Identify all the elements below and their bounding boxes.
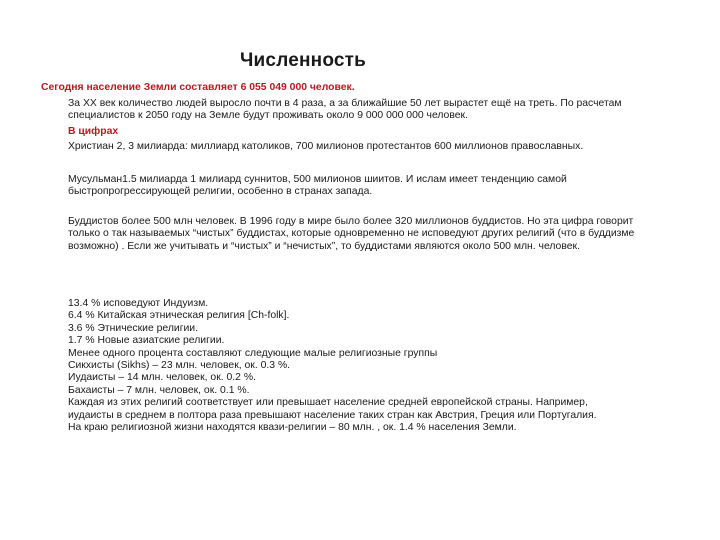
buddhists-paragraph: Буддистов более 500 млн человек. В 1996 году в мире было более 320 миллионов буддистов. Но эта цифра говорит только о так называемых “чистых” буддистах, которые одновременно не исповедуют других религий (что в буддизме возможно) . Если же учитывать и “чистых” и “нечистых”, то буддистами являются около 500 млн. человек. — [68, 216, 635, 252]
christians-paragraph: Христиан 2, 3 милиарда: миллиард католиков, 700 милионов протестантов 600 миллионов православных. — [68, 141, 584, 152]
list-item: На краю религиозной жизни находятся квази-религии – 80 млн. , ок. 1.4 % населения Земли. — [68, 422, 517, 434]
list-item: 1.7 % Новые азиатские религии. — [68, 335, 225, 347]
list-item: 13.4 % исповедуют Индуизм. — [68, 298, 209, 309]
growth-paragraph: За XX век количество людей выросло почти в 4 раза, а за ближайшие 50 лет вырастет ещё на треть. По расчетам специалистов к 2050 году на Земле будут проживать около 9 000 000 000 человек. — [68, 98, 622, 122]
list-item: Каждая из этих религий соответствует или превышает население средней европейской страны. Например, — [68, 397, 588, 409]
list-item: иудаисты в среднем в полтора раза превышают население таких стран как Австрия, Греция или Португалия. — [68, 409, 597, 421]
list-item: 6.4 % Китайская этническая религия [Ch-folk]. — [68, 310, 290, 322]
numbers-heading: В цифрах — [68, 126, 119, 137]
list-item: Бахаисты – 7 млн. человек, ок. 0.1 %. — [68, 384, 250, 396]
list-item: 3.6 % Этнические религии. — [68, 322, 198, 334]
muslims-paragraph: Мусульман1.5 милиарда 1 милиард суннитов, 500 милионов шиитов. И ислам имеет тенденцию самой быстропрогрессирующей религии, особенно в странах запада. — [68, 174, 567, 198]
religion-stats-list — [68, 298, 688, 434]
list-item: Сикхисты (Sikhs) – 23 млн. человек, ок. 0.3 %. — [68, 360, 291, 372]
population-lead: Сегодня население Земли составляет 6 055 049 000 человек. — [41, 82, 355, 93]
list-item: Иудаисты – 14 млн. человек, ок. 0.2 %. — [68, 372, 256, 384]
list-item: Менее одного процента составляют следующие малые религиозные группы — [68, 347, 438, 359]
slide-title: Численность — [240, 50, 367, 71]
